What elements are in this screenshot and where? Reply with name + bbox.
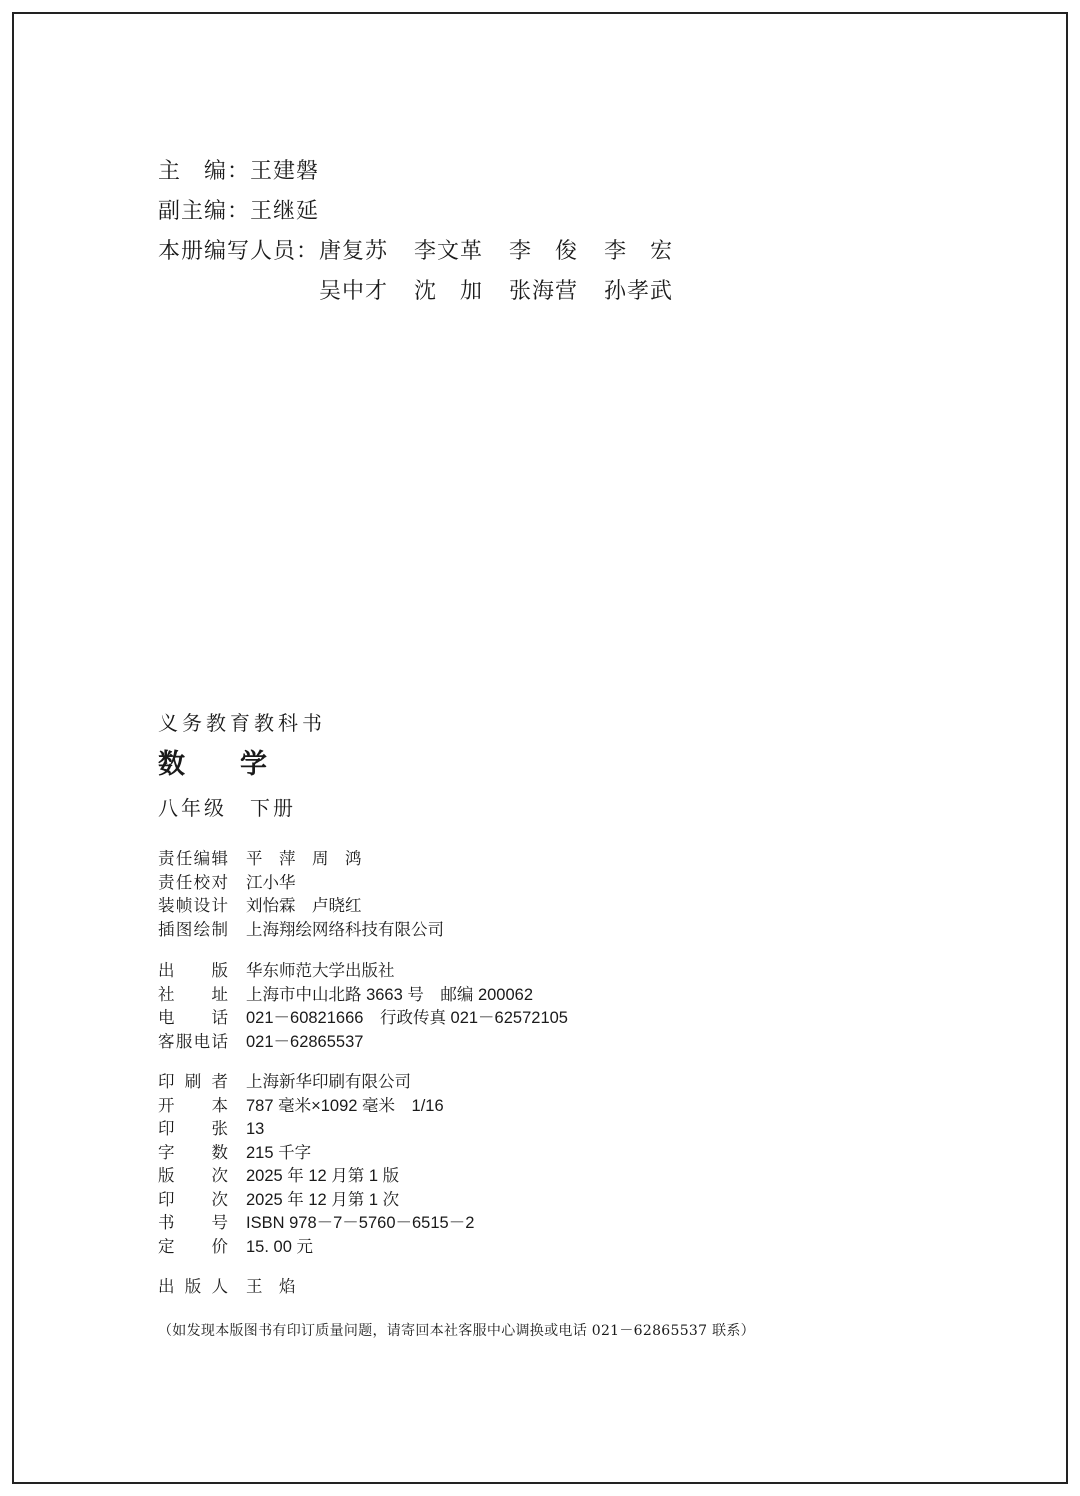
colophon-row bbox=[158, 1142, 474, 1166]
colophon-row bbox=[158, 960, 568, 984]
colophon-key: 客服电话 bbox=[158, 1032, 228, 1051]
writer-name: 张海营 bbox=[509, 279, 579, 304]
colophon-value: 215 千字 bbox=[246, 1143, 312, 1162]
chief-editor-row bbox=[158, 152, 699, 192]
writer-name: 李文革 bbox=[414, 239, 484, 264]
colophon-row bbox=[158, 1276, 296, 1300]
colophon-row bbox=[158, 1071, 474, 1095]
deputy-editor-label: 副主编： bbox=[158, 199, 251, 224]
staff-block bbox=[158, 848, 444, 942]
writer-name: 沈 加 bbox=[414, 279, 484, 304]
colophon-row bbox=[158, 1212, 474, 1236]
colophon-key: 出版人 bbox=[158, 1278, 228, 1296]
writer-name: 孙孝武 bbox=[604, 279, 674, 304]
colophon-key: 书 号 bbox=[158, 1214, 228, 1232]
colophon-value: 平 萍 周 鸿 bbox=[246, 850, 362, 868]
colophon-value: 江小华 bbox=[246, 873, 296, 892]
colophon-value: 021－62865537 bbox=[246, 1032, 364, 1051]
colophon-value: 2025 年 12 月第 1 次 bbox=[246, 1190, 400, 1209]
quality-notice: （如发现本版图书有印订质量问题，请寄回本社客服中心调换或电话 021－62865537 联系） bbox=[158, 1323, 755, 1339]
colophon-row bbox=[158, 1031, 568, 1055]
colophon-key: 定 价 bbox=[158, 1237, 228, 1256]
book-title-block bbox=[158, 706, 326, 826]
colophon-row bbox=[158, 1007, 568, 1031]
colophon-row bbox=[158, 872, 444, 896]
writers-names-row2 bbox=[319, 272, 699, 312]
colophon-value: 王 焰 bbox=[246, 1278, 296, 1296]
colophon-key: 责任编辑 bbox=[158, 850, 228, 868]
colophon-key: 出 版 bbox=[158, 962, 228, 980]
colophon-row bbox=[158, 1189, 474, 1213]
colophon-row bbox=[158, 1118, 474, 1142]
colophon-value: 上海新华印刷有限公司 bbox=[246, 1073, 411, 1091]
colophon-value: 787 毫米×1092 毫米 1/16 bbox=[246, 1096, 444, 1115]
colophon-key: 印刷者 bbox=[158, 1073, 228, 1091]
colophon-row bbox=[158, 1165, 474, 1189]
colophon-value: 15. 00 元 bbox=[246, 1237, 313, 1256]
writers-row-continued bbox=[158, 272, 699, 312]
publisher-block bbox=[158, 960, 568, 1054]
colophon-key: 印 次 bbox=[158, 1190, 228, 1209]
colophon-value: 13 bbox=[246, 1120, 265, 1138]
writer-name: 李 俊 bbox=[509, 239, 579, 264]
book-series: 义务教育教科书 bbox=[158, 711, 326, 735]
writers-label: 本册编写人员： bbox=[158, 239, 320, 264]
publisher-person-block bbox=[158, 1276, 296, 1300]
writers-names-row1 bbox=[319, 232, 699, 272]
colophon-row bbox=[158, 1095, 474, 1119]
colophon-key: 责任校对 bbox=[158, 873, 228, 892]
colophon-value: 上海翔绘网络科技有限公司 bbox=[246, 920, 444, 939]
colophon-key: 插图绘制 bbox=[158, 920, 228, 939]
colophon-row bbox=[158, 1236, 474, 1260]
printing-block bbox=[158, 1071, 474, 1259]
colophon-value: 上海市中山北路 3663 号 邮编 200062 bbox=[246, 985, 534, 1004]
chief-editor-name: 王建磐 bbox=[250, 159, 320, 184]
editors-block bbox=[158, 152, 699, 312]
colophon-value: 021－60821666 行政传真 021－62572105 bbox=[246, 1009, 568, 1027]
colophon-key: 装帧设计 bbox=[158, 897, 228, 915]
writers-row bbox=[158, 232, 699, 272]
colophon-key: 电 话 bbox=[158, 1009, 228, 1027]
colophon-key: 开 本 bbox=[158, 1096, 228, 1115]
colophon-key: 版 次 bbox=[158, 1167, 228, 1185]
colophon-value: 华东师范大学出版社 bbox=[246, 962, 395, 980]
colophon-row bbox=[158, 895, 444, 919]
chief-editor-label: 主 编： bbox=[158, 159, 251, 184]
writer-name: 李 宏 bbox=[604, 239, 674, 264]
book-grade: 八年级 下册 bbox=[158, 796, 296, 820]
colophon-row bbox=[158, 984, 568, 1008]
colophon-value: 2025 年 12 月第 1 版 bbox=[246, 1167, 400, 1185]
colophon-key: 字 数 bbox=[158, 1143, 228, 1162]
book-title: 数 学 bbox=[158, 749, 281, 780]
colophon-row bbox=[158, 848, 444, 872]
deputy-editor-row bbox=[158, 192, 699, 232]
colophon-key: 印 张 bbox=[158, 1120, 228, 1138]
writer-name: 唐复苏 bbox=[319, 239, 389, 264]
colophon-value: ISBN 978－7－5760－6515－2 bbox=[246, 1214, 475, 1232]
writer-name: 吴中才 bbox=[319, 279, 389, 304]
colophon-row bbox=[158, 919, 444, 943]
deputy-editor-name: 王继延 bbox=[250, 199, 320, 224]
colophon-value: 刘怡霖 卢晓红 bbox=[246, 897, 362, 915]
colophon-key: 社 址 bbox=[158, 985, 228, 1004]
